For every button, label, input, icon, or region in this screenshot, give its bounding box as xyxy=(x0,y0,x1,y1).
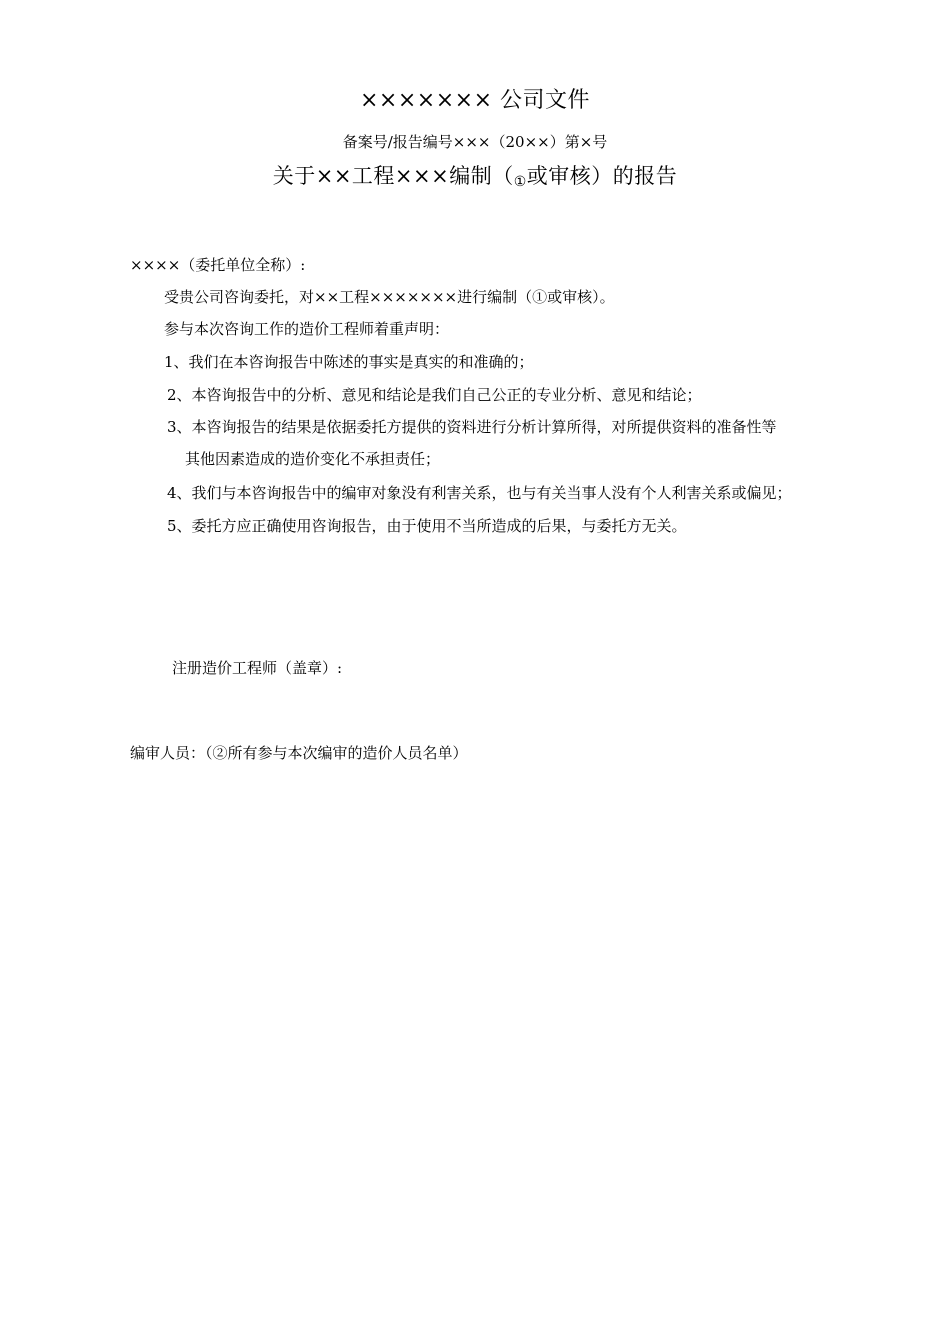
report-title-part2: 或审核）的报告 xyxy=(526,164,678,188)
report-title-note: ① xyxy=(513,174,527,190)
report-title-part1: 关于××工程×××编制（ xyxy=(272,164,514,188)
review-staff-label: 编审人员：（②所有参与本次编审的造价人员名单） xyxy=(130,744,468,762)
report-title xyxy=(0,164,950,190)
paragraph-declaration: 参与本次咨询工作的造价工程师着重声明： xyxy=(164,320,450,338)
document-number: 备案号/报告编号×××（20××）第×号 xyxy=(342,133,608,151)
declaration-item-1: 1、我们在本咨询报告中陈述的事实是真实的和准确的； xyxy=(164,353,534,371)
declaration-item-5: 5、委托方应正确使用咨询报告，由于使用不当所造成的后果，与委托方无关。 xyxy=(167,517,687,535)
declaration-item-3-continued: 其他因素造成的造价变化不承担责任； xyxy=(185,450,441,468)
paragraph-commission: 受贵公司咨询委托，对××工程×××××××进行编制（①或审核）。 xyxy=(164,288,615,306)
declaration-item-3: 3、本咨询报告的结果是依据委托方提供的资料进行分析计算所得，对所提供资料的准备性等 xyxy=(167,418,777,436)
salutation: ××××（委托单位全称）: xyxy=(130,256,306,274)
engineer-signature-label: 注册造价工程师（盖章）: xyxy=(172,659,343,677)
declaration-item-2: 2、本咨询报告中的分析、意见和结论是我们自己公正的专业分析、意见和结论； xyxy=(167,386,702,404)
company-heading: ××××××× 公司文件 xyxy=(359,88,591,113)
declaration-item-4: 4、我们与本咨询报告中的编审对象没有利害关系，也与有关当事人没有个人利害关系或偏见； xyxy=(167,484,792,502)
